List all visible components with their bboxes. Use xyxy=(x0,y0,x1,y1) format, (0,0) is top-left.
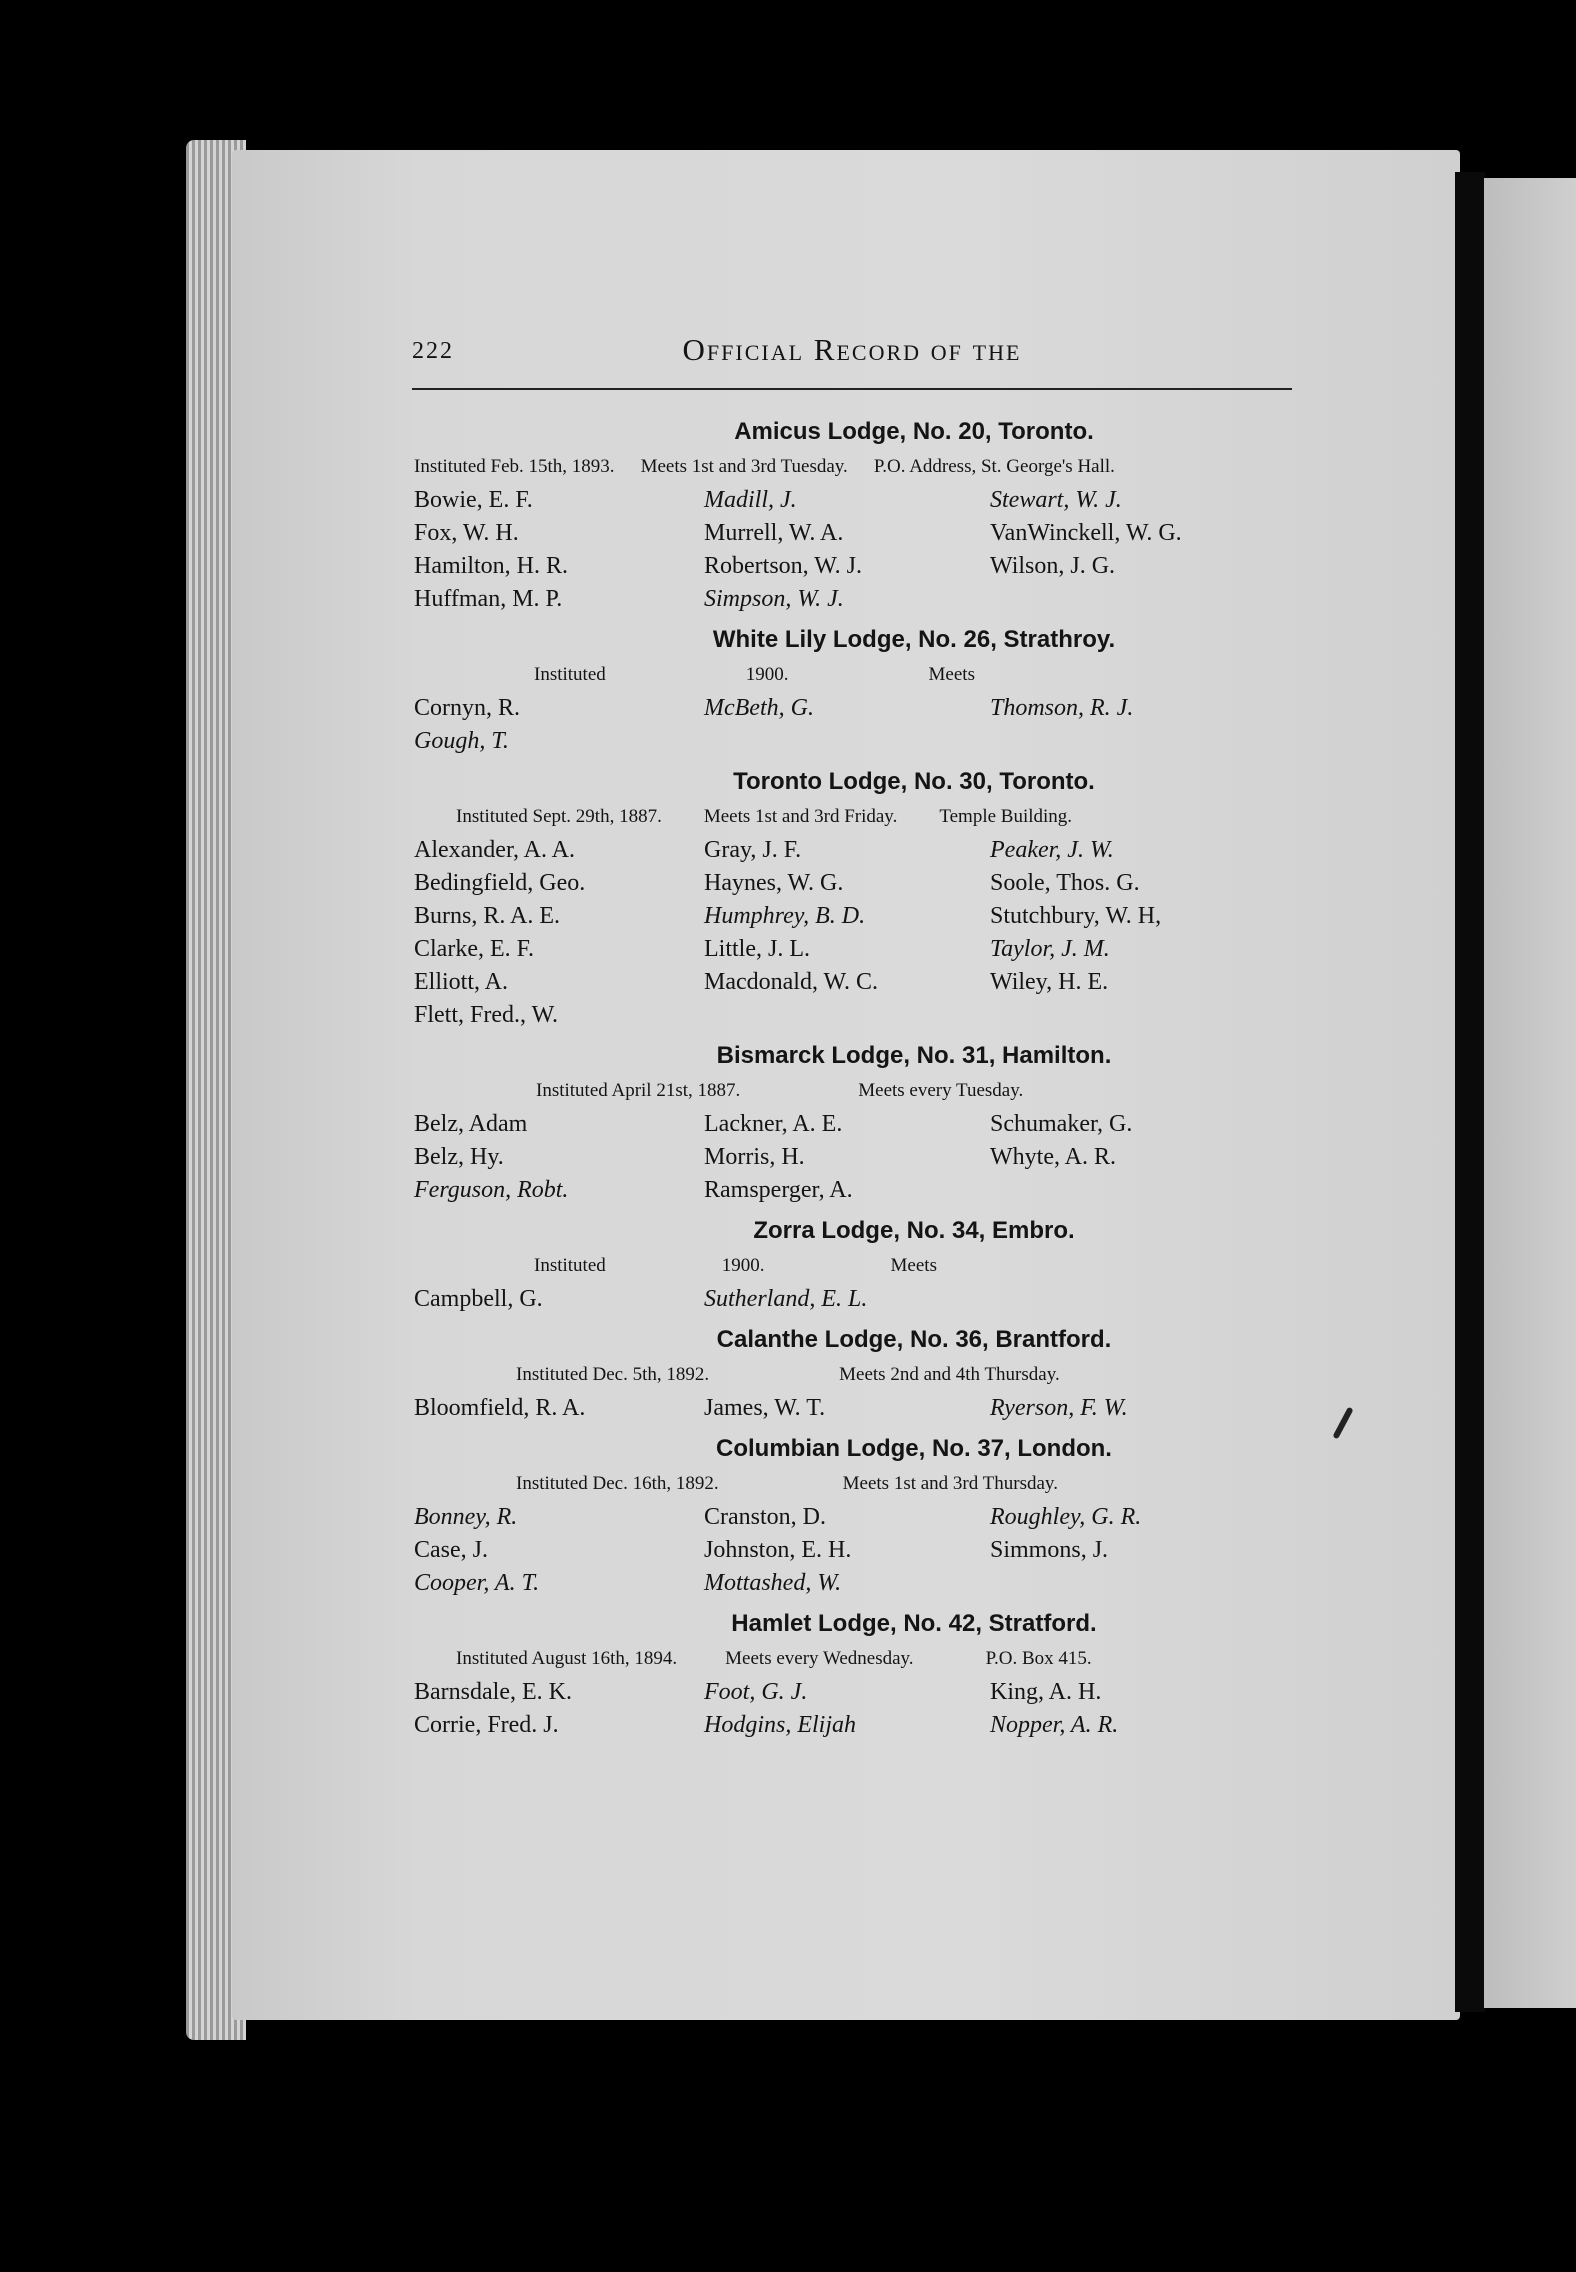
page-number: 222 xyxy=(412,338,454,364)
member-name: VanWinckell, W. G. xyxy=(990,520,1182,546)
lodge-section xyxy=(414,1211,1294,1320)
member-name: Cornyn, R. xyxy=(414,695,521,721)
member-name: Burns, R. A. E. xyxy=(414,903,561,929)
member-name: Morris, H. xyxy=(704,1144,805,1170)
member-name: Clarke, E. F. xyxy=(414,936,535,962)
member-name: Bonney, R. xyxy=(414,1504,518,1530)
member-name xyxy=(990,1567,1294,1600)
lodge-section xyxy=(414,1320,1294,1429)
lodge-info-item: Meets every Wednesday. xyxy=(725,1648,914,1669)
member-name: Huffman, M. P. xyxy=(414,586,563,612)
member-name: Macdonald, W. C. xyxy=(704,969,878,995)
member-name: Gray, J. F. xyxy=(704,837,802,863)
member-name: Corrie, Fred. J. xyxy=(414,1712,559,1738)
member-name xyxy=(990,999,1294,1032)
member-name: Whyte, A. R. xyxy=(990,1144,1116,1170)
member-name: Alexander, A. A. xyxy=(414,837,576,863)
lodge-info-item: Instituted Dec. 5th, 1892. xyxy=(516,1364,710,1385)
lodge-info-item: Meets 1st and 3rd Friday. xyxy=(703,806,898,827)
lodge-info-item: Meets 1st and 3rd Thursday. xyxy=(842,1473,1058,1494)
member-name: Elliott, A. xyxy=(414,969,509,995)
member-name: James, W. T. xyxy=(704,1395,826,1421)
member-name: Bloomfield, R. A. xyxy=(414,1395,586,1421)
member-list xyxy=(414,482,1294,620)
member-name: Roughley, G. R. xyxy=(990,1504,1142,1530)
member-list xyxy=(414,1499,1294,1604)
member-name: Cranston, D. xyxy=(704,1504,826,1530)
lodge-info-item: P.O. Box 415. xyxy=(985,1648,1092,1669)
lodge-section xyxy=(414,412,1294,620)
lodge-info-item: Instituted xyxy=(534,1255,606,1276)
lodge-title: Hamlet Lodge, No. 42, Stratford. xyxy=(731,1610,1097,1637)
lodge-info-item: Meets 1st and 3rd Tuesday. xyxy=(640,456,848,477)
lodge-info xyxy=(414,660,1294,690)
member-name: Thomson, R. J. xyxy=(990,695,1134,721)
lodge-info-item: Meets xyxy=(928,664,975,685)
member-name: Bowie, E. F. xyxy=(414,487,533,513)
member-name: Soole, Thos. G. xyxy=(990,870,1140,896)
lodge-info xyxy=(414,1469,1294,1499)
member-name: Wilson, J. G. xyxy=(990,553,1116,579)
member-name: Campbell, G. xyxy=(414,1286,543,1312)
member-name: Belz, Adam xyxy=(414,1111,528,1137)
lodge-info xyxy=(414,1251,1294,1281)
lodge-title: Columbian Lodge, No. 37, London. xyxy=(716,1435,1112,1462)
lodge-info-item: Meets 2nd and 4th Thursday. xyxy=(839,1364,1060,1385)
member-name: Ramsperger, A. xyxy=(704,1177,853,1203)
lodge-title: Amicus Lodge, No. 20, Toronto. xyxy=(734,418,1094,445)
member-name: Mottashed, W. xyxy=(704,1570,842,1596)
member-name: Stewart, W. J. xyxy=(990,487,1122,513)
member-name: Humphrey, B. D. xyxy=(704,903,866,929)
member-name: Lackner, A. E. xyxy=(704,1111,843,1137)
lodge-section xyxy=(414,1036,1294,1211)
facing-page-edge xyxy=(1484,178,1576,2008)
lodge-list xyxy=(414,412,1294,1746)
lodge-title: Zorra Lodge, No. 34, Embro. xyxy=(753,1217,1075,1244)
member-name: Cooper, A. T. xyxy=(414,1570,540,1596)
member-name: McBeth, G. xyxy=(704,695,814,721)
member-name: Peaker, J. W. xyxy=(990,837,1114,863)
member-name: Schumaker, G. xyxy=(990,1111,1133,1137)
lodge-info-item: Meets xyxy=(890,1255,937,1276)
member-name: Fox, W. H. xyxy=(414,520,519,546)
member-name: Foot, G. J. xyxy=(704,1679,808,1705)
member-name: Johnston, E. H. xyxy=(704,1537,852,1563)
running-title: Official Record of the xyxy=(682,332,1022,367)
member-name: Barnsdale, E. K. xyxy=(414,1679,572,1705)
lodge-info-item: Instituted Dec. 16th, 1892. xyxy=(516,1473,719,1494)
lodge-info-item: Meets every Tuesday. xyxy=(858,1080,1024,1101)
member-name xyxy=(990,725,1294,758)
member-list xyxy=(414,1281,1294,1320)
lodge-info xyxy=(414,1360,1294,1390)
member-name: Taylor, J. M. xyxy=(990,936,1110,962)
book-gutter xyxy=(1455,172,1485,2012)
lodge-info xyxy=(414,1644,1294,1674)
member-name: Murrell, W. A. xyxy=(704,520,844,546)
member-name: Belz, Hy. xyxy=(414,1144,504,1170)
lodge-info-item: Instituted xyxy=(534,664,606,685)
lodge-info-item: P.O. Address, St. George's Hall. xyxy=(873,456,1115,477)
lodge-title: White Lily Lodge, No. 26, Strathroy. xyxy=(712,626,1116,653)
lodge-title: Toronto Lodge, No. 30, Toronto. xyxy=(733,768,1095,795)
lodge-title: Calanthe Lodge, No. 36, Brantford. xyxy=(716,1326,1112,1353)
member-name xyxy=(990,1283,1294,1316)
lodge-info xyxy=(414,802,1294,832)
member-name: Case, J. xyxy=(414,1537,488,1563)
lodge-section xyxy=(414,1604,1294,1746)
lodge-section xyxy=(414,1429,1294,1604)
member-list xyxy=(414,690,1294,762)
member-name xyxy=(704,999,990,1032)
lodge-info xyxy=(414,452,1294,482)
member-name: Gough, T. xyxy=(414,728,509,754)
member-list xyxy=(414,832,1294,1036)
member-name xyxy=(990,1174,1294,1207)
lodge-section xyxy=(414,762,1294,1036)
lodge-info-item: Instituted April 21st, 1887. xyxy=(536,1080,741,1101)
member-name: Ferguson, Robt. xyxy=(414,1177,569,1203)
member-name: Hamilton, H. R. xyxy=(414,553,568,579)
member-name: Simmons, J. xyxy=(990,1537,1109,1563)
member-name: Flett, Fred., W. xyxy=(414,1002,559,1028)
member-name: Sutherland, E. L. xyxy=(704,1286,868,1312)
lodge-info-item: Temple Building. xyxy=(939,806,1073,827)
lodge-info xyxy=(414,1076,1294,1106)
member-name: Stutchbury, W. H, xyxy=(990,903,1162,929)
member-name: Simpson, W. J. xyxy=(704,586,844,612)
member-name: Robertson, W. J. xyxy=(704,553,863,579)
member-name: Little, J. L. xyxy=(704,936,810,962)
member-name: Bedingfield, Geo. xyxy=(414,870,586,896)
member-name: Nopper, A. R. xyxy=(990,1712,1119,1738)
lodge-info-item: 1900. xyxy=(721,1255,765,1276)
member-list xyxy=(414,1106,1294,1211)
member-name xyxy=(990,583,1294,616)
member-name: Hodgins, Elijah xyxy=(704,1712,857,1738)
member-list xyxy=(414,1674,1294,1746)
lodge-title: Bismarck Lodge, No. 31, Hamilton. xyxy=(716,1042,1112,1069)
lodge-info-item: Instituted August 16th, 1894. xyxy=(456,1648,678,1669)
lodge-section xyxy=(414,620,1294,762)
member-name: Wiley, H. E. xyxy=(990,969,1109,995)
lodge-info-item: Instituted Sept. 29th, 1887. xyxy=(456,806,662,827)
page-header xyxy=(412,332,1292,390)
member-name xyxy=(704,725,990,758)
member-list xyxy=(414,1390,1294,1429)
member-name: Ryerson, F. W. xyxy=(990,1395,1128,1421)
lodge-info-item: 1900. xyxy=(745,664,789,685)
member-name: King, A. H. xyxy=(990,1679,1102,1705)
member-name: Haynes, W. G. xyxy=(704,870,844,896)
member-name: Madill, J. xyxy=(704,487,797,513)
lodge-info-item: Instituted Feb. 15th, 1893. xyxy=(414,456,615,477)
